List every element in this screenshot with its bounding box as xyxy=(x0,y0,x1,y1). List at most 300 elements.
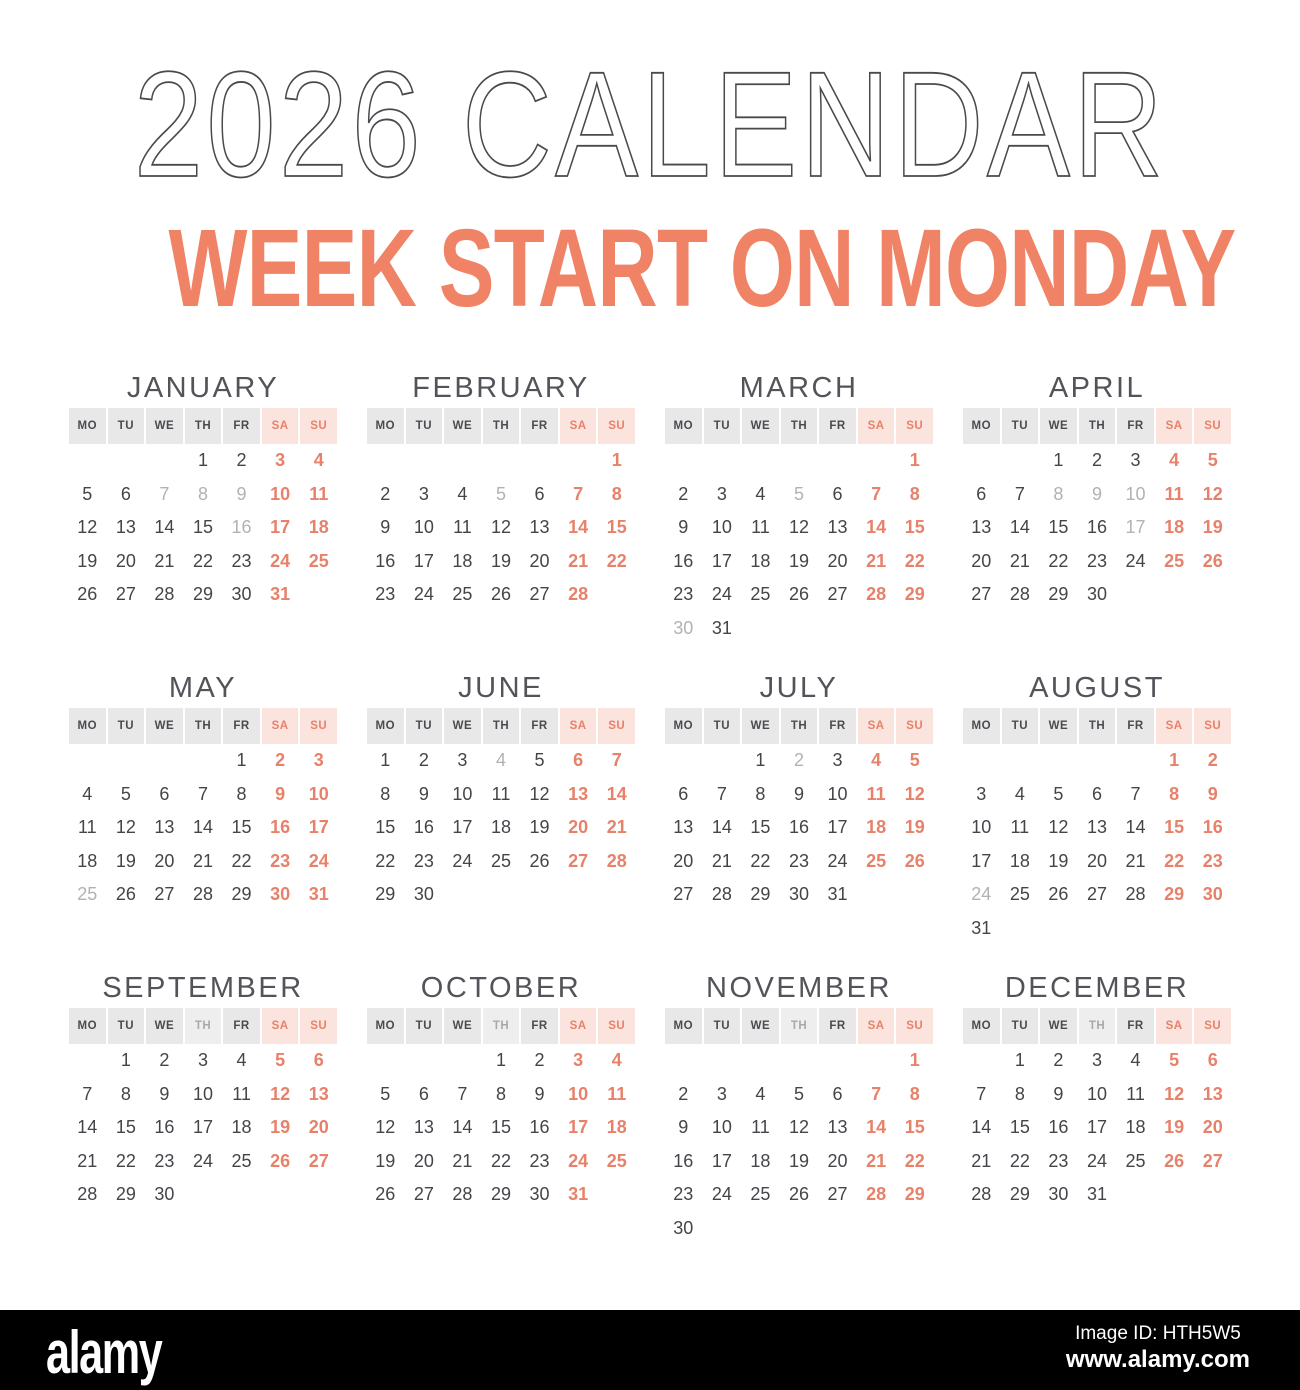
day-header-row xyxy=(69,1008,337,1044)
date-cell: 5 xyxy=(275,1050,286,1071)
date-cell: 19 xyxy=(1048,850,1069,871)
empty-cell xyxy=(858,1212,895,1246)
day-header-th: TH xyxy=(185,408,222,444)
date-cell: 1 xyxy=(1053,450,1064,471)
date-cell: 19 xyxy=(270,1117,291,1138)
date-cell: 18 xyxy=(490,817,511,838)
date-cell: 21 xyxy=(1009,550,1030,571)
date-cell: 7 xyxy=(573,483,584,504)
date-cell: 22 xyxy=(1009,1150,1030,1171)
date-cell: 14 xyxy=(606,783,627,804)
week-row xyxy=(963,444,1231,478)
empty-cell xyxy=(781,1212,818,1246)
day-header-th: TH xyxy=(1079,708,1116,744)
date-cell: 13 xyxy=(115,517,136,538)
date-cell: 12 xyxy=(1048,817,1069,838)
day-header-row xyxy=(367,1008,635,1044)
date-cell: 26 xyxy=(529,850,550,871)
day-header-fr: FR xyxy=(1117,408,1154,444)
date-cell: 14 xyxy=(1125,817,1146,838)
day-header-we: WE xyxy=(146,408,183,444)
date-cell: 20 xyxy=(308,1117,329,1138)
date-cell: 4 xyxy=(457,483,468,504)
empty-cell xyxy=(704,744,741,778)
date-cell: 1 xyxy=(236,750,247,771)
date-cell: 13 xyxy=(568,783,589,804)
date-cell: 22 xyxy=(490,1150,511,1171)
date-cell: 13 xyxy=(529,517,550,538)
date-cell: 17 xyxy=(827,817,848,838)
date-cell: 17 xyxy=(452,817,473,838)
week-row xyxy=(963,811,1231,845)
empty-cell xyxy=(598,1178,635,1212)
date-cell: 24 xyxy=(452,850,473,871)
date-cell: 12 xyxy=(77,517,98,538)
date-cell: 6 xyxy=(313,1050,324,1071)
empty-cell xyxy=(1117,1178,1154,1212)
day-header-fr: FR xyxy=(819,408,856,444)
date-cell: 28 xyxy=(866,1184,887,1205)
month-title-february: FEBRUARY xyxy=(412,372,590,404)
date-cell: 9 xyxy=(1207,783,1218,804)
date-cell: 4 xyxy=(236,1050,247,1071)
month-title-october: OCTOBER xyxy=(420,972,582,1004)
week-row xyxy=(963,1145,1231,1179)
date-cell: 10 xyxy=(971,817,992,838)
date-cell: 15 xyxy=(192,517,213,538)
date-cell: 26 xyxy=(1202,550,1223,571)
week-row xyxy=(665,845,933,879)
month-title-december: DECEMBER xyxy=(1004,972,1190,1004)
month-title-april: APRIL xyxy=(1048,372,1146,404)
date-cell: 25 xyxy=(308,550,329,571)
date-cell: 1 xyxy=(909,450,920,471)
date-cell: 25 xyxy=(866,850,887,871)
day-header-th: TH xyxy=(483,708,520,744)
date-cell: 6 xyxy=(1091,783,1102,804)
day-header-tu: TU xyxy=(108,1008,145,1044)
date-cell: 23 xyxy=(413,850,434,871)
empty-cell xyxy=(598,578,635,612)
date-cell: 22 xyxy=(904,1150,925,1171)
day-header-tu: TU xyxy=(406,708,443,744)
date-cell: 15 xyxy=(606,517,627,538)
date-cell: 14 xyxy=(866,517,887,538)
day-header-we: WE xyxy=(146,1008,183,1044)
calendar-year-title xyxy=(0,40,1300,208)
day-header-th: TH xyxy=(781,708,818,744)
empty-cell xyxy=(781,444,818,478)
empty-cell xyxy=(69,444,106,478)
empty-cell xyxy=(69,1044,106,1078)
day-header-tu: TU xyxy=(108,408,145,444)
week-row xyxy=(69,845,337,879)
week-row xyxy=(963,1078,1231,1112)
date-cell: 31 xyxy=(308,884,329,905)
date-cell: 17 xyxy=(413,550,434,571)
date-cell: 23 xyxy=(231,550,252,571)
day-header-we: WE xyxy=(1040,1008,1077,1044)
day-header-mo: MO xyxy=(963,708,1000,744)
date-cell: 6 xyxy=(1207,1050,1218,1071)
week-row xyxy=(69,545,337,579)
date-cell: 26 xyxy=(788,584,809,605)
date-cell: 10 xyxy=(192,1083,213,1104)
date-cell: 18 xyxy=(231,1117,252,1138)
date-cell: 27 xyxy=(1086,884,1107,905)
week-row xyxy=(963,1044,1231,1078)
date-cell: 1 xyxy=(197,450,208,471)
date-cell: 22 xyxy=(1164,850,1185,871)
date-cell: 2 xyxy=(275,750,286,771)
date-cell: 1 xyxy=(1014,1050,1025,1071)
week-row xyxy=(963,578,1231,612)
date-cell: 19 xyxy=(788,1150,809,1171)
date-cell: 5 xyxy=(909,750,920,771)
day-header-sa: SA xyxy=(1156,1008,1193,1044)
date-cell: 3 xyxy=(275,450,286,471)
date-cell: 17 xyxy=(711,1150,732,1171)
date-cell: 14 xyxy=(711,817,732,838)
date-cell: 26 xyxy=(788,1184,809,1205)
date-cell: 4 xyxy=(871,750,882,771)
month-june xyxy=(367,658,635,958)
date-cell: 28 xyxy=(711,884,732,905)
empty-cell xyxy=(185,1178,222,1212)
date-cell: 23 xyxy=(1202,850,1223,871)
date-cell: 19 xyxy=(1164,1117,1185,1138)
week-row xyxy=(69,1044,337,1078)
date-cell: 29 xyxy=(231,884,252,905)
day-header-tu: TU xyxy=(704,408,741,444)
day-header-th: TH xyxy=(185,708,222,744)
date-cell: 26 xyxy=(1048,884,1069,905)
week-row xyxy=(665,1078,933,1112)
date-cell: 30 xyxy=(1086,584,1107,605)
date-cell: 11 xyxy=(309,483,329,504)
date-cell: 13 xyxy=(1202,1083,1223,1104)
week-row xyxy=(665,478,933,512)
day-header-sa: SA xyxy=(1156,708,1193,744)
date-cell: 24 xyxy=(270,550,291,571)
day-header-we: WE xyxy=(742,1008,779,1044)
day-header-row xyxy=(665,708,933,744)
week-row xyxy=(367,578,635,612)
alamy-url-text: www.alamy.com xyxy=(1065,1345,1250,1373)
date-cell: 10 xyxy=(711,1117,732,1138)
date-cell: 10 xyxy=(568,1083,589,1104)
date-cell: 26 xyxy=(375,1184,396,1205)
date-cell: 23 xyxy=(529,1150,550,1171)
date-cell: 2 xyxy=(1207,750,1218,771)
date-cell: 12 xyxy=(375,1117,396,1138)
date-cell: 3 xyxy=(573,1050,584,1071)
week-row xyxy=(69,511,337,545)
day-header-sa: SA xyxy=(262,408,299,444)
date-cell: 16 xyxy=(1048,1117,1069,1138)
date-cell: 11 xyxy=(77,817,97,838)
date-cell: 1 xyxy=(755,750,766,771)
date-cell: 26 xyxy=(904,850,925,871)
date-cell: 22 xyxy=(192,550,213,571)
date-cell: 22 xyxy=(115,1150,136,1171)
week-start-subtitle xyxy=(0,206,1300,330)
date-cell: 16 xyxy=(673,1150,694,1171)
date-cell: 16 xyxy=(1202,817,1223,838)
date-cell: 24 xyxy=(1125,550,1146,571)
date-cell: 16 xyxy=(529,1117,550,1138)
day-header-su: SU xyxy=(300,708,337,744)
date-cell: 17 xyxy=(971,850,992,871)
date-cell: 9 xyxy=(1091,483,1102,504)
date-cell: 18 xyxy=(77,850,98,871)
empty-cell xyxy=(1117,578,1154,612)
date-cell: 21 xyxy=(1125,850,1146,871)
date-cell: 15 xyxy=(1048,517,1069,538)
day-header-mo: MO xyxy=(69,708,106,744)
date-cell: 23 xyxy=(154,1150,175,1171)
date-cell: 21 xyxy=(866,550,887,571)
empty-cell xyxy=(1002,444,1039,478)
empty-cell xyxy=(1002,912,1039,946)
day-header-we: WE xyxy=(146,708,183,744)
week-row xyxy=(665,811,933,845)
day-header-su: SU xyxy=(598,408,635,444)
date-cell: 2 xyxy=(236,450,247,471)
date-cell: 16 xyxy=(375,550,396,571)
date-cell: 15 xyxy=(375,817,396,838)
date-cell: 28 xyxy=(971,1184,992,1205)
date-cell: 22 xyxy=(231,850,252,871)
week-row xyxy=(963,1178,1231,1212)
empty-cell xyxy=(69,744,106,778)
date-cell: 15 xyxy=(231,817,252,838)
date-cell: 8 xyxy=(611,483,622,504)
date-cell: 11 xyxy=(232,1083,251,1104)
empty-cell xyxy=(742,1212,779,1246)
date-cell: 19 xyxy=(375,1150,396,1171)
week-row xyxy=(367,545,635,579)
date-cell: 20 xyxy=(1086,850,1107,871)
day-header-th: TH xyxy=(483,1008,520,1044)
month-february xyxy=(367,358,635,658)
week-start-subtitle-text: WEEK START ON MONDAY xyxy=(168,206,1236,330)
week-row xyxy=(69,1145,337,1179)
date-cell: 30 xyxy=(231,584,252,605)
week-row xyxy=(665,778,933,812)
alamy-watermark-bar xyxy=(0,1310,1300,1390)
date-cell: 14 xyxy=(568,517,589,538)
date-cell: 24 xyxy=(192,1150,213,1171)
day-header-mo: MO xyxy=(69,408,106,444)
date-cell: 25 xyxy=(231,1150,252,1171)
day-header-mo: MO xyxy=(963,1008,1000,1044)
date-cell: 7 xyxy=(871,483,882,504)
date-cell: 1 xyxy=(611,450,622,471)
date-cell: 17 xyxy=(711,550,732,571)
empty-cell xyxy=(742,612,779,646)
day-header-sa: SA xyxy=(858,708,895,744)
empty-cell xyxy=(896,1212,933,1246)
day-header-su: SU xyxy=(896,408,933,444)
week-row xyxy=(665,612,933,646)
date-cell: 16 xyxy=(1086,517,1107,538)
empty-cell xyxy=(781,1044,818,1078)
date-cell: 8 xyxy=(1169,783,1180,804)
day-header-fr: FR xyxy=(223,408,260,444)
day-header-we: WE xyxy=(444,408,481,444)
day-header-mo: MO xyxy=(665,408,702,444)
day-header-fr: FR xyxy=(521,408,558,444)
day-header-sa: SA xyxy=(560,708,597,744)
empty-cell xyxy=(367,1044,404,1078)
date-cell: 13 xyxy=(1086,817,1107,838)
week-row xyxy=(69,744,337,778)
date-cell: 8 xyxy=(1053,483,1064,504)
empty-cell xyxy=(1194,1178,1231,1212)
date-cell: 9 xyxy=(236,483,247,504)
date-cell: 11 xyxy=(491,783,511,804)
date-cell: 11 xyxy=(751,517,770,538)
date-cell: 7 xyxy=(197,783,208,804)
week-row xyxy=(69,444,337,478)
month-title-september: SEPTEMBER xyxy=(102,972,304,1004)
empty-cell xyxy=(300,1178,337,1212)
day-header-th: TH xyxy=(781,1008,818,1044)
month-title-november: NOVEMBER xyxy=(706,972,892,1004)
date-cell: 17 xyxy=(308,817,329,838)
date-cell: 20 xyxy=(115,550,136,571)
date-cell: 26 xyxy=(1164,1150,1185,1171)
date-cell: 26 xyxy=(270,1150,291,1171)
day-header-row xyxy=(665,1008,933,1044)
date-cell: 20 xyxy=(971,550,992,571)
empty-cell xyxy=(1002,744,1039,778)
empty-cell xyxy=(521,444,558,478)
date-cell: 30 xyxy=(413,884,434,905)
week-row xyxy=(963,511,1231,545)
empty-cell xyxy=(483,444,520,478)
day-header-fr: FR xyxy=(223,708,260,744)
date-cell: 17 xyxy=(192,1117,213,1138)
date-cell: 28 xyxy=(452,1184,473,1205)
day-header-we: WE xyxy=(444,708,481,744)
date-cell: 9 xyxy=(159,1083,170,1104)
date-cell: 15 xyxy=(750,817,771,838)
date-cell: 25 xyxy=(1164,550,1185,571)
day-header-su: SU xyxy=(896,708,933,744)
watermark-text-block xyxy=(1066,1323,1250,1375)
day-header-mo: MO xyxy=(665,1008,702,1044)
date-cell: 4 xyxy=(313,450,324,471)
empty-cell xyxy=(896,612,933,646)
date-cell: 28 xyxy=(568,584,589,605)
date-cell: 14 xyxy=(154,517,175,538)
date-cell: 26 xyxy=(77,584,98,605)
month-august xyxy=(963,658,1231,958)
date-cell: 5 xyxy=(1169,1050,1180,1071)
day-header-mo: MO xyxy=(367,1008,404,1044)
day-header-tu: TU xyxy=(704,1008,741,1044)
date-cell: 18 xyxy=(1009,850,1030,871)
date-cell: 19 xyxy=(904,817,925,838)
week-row xyxy=(69,1178,337,1212)
date-cell: 7 xyxy=(611,750,622,771)
date-cell: 17 xyxy=(1125,517,1146,538)
date-cell: 4 xyxy=(495,750,506,771)
empty-cell xyxy=(742,1044,779,1078)
date-cell: 29 xyxy=(115,1184,136,1205)
week-row xyxy=(665,1145,933,1179)
day-header-tu: TU xyxy=(1002,708,1039,744)
date-cell: 7 xyxy=(1130,783,1141,804)
month-title-july: JULY xyxy=(759,672,839,704)
date-cell: 3 xyxy=(716,1083,727,1104)
day-header-th: TH xyxy=(185,1008,222,1044)
day-header-su: SU xyxy=(1194,1008,1231,1044)
day-header-th: TH xyxy=(483,408,520,444)
date-cell: 1 xyxy=(909,1050,920,1071)
month-may xyxy=(69,658,337,958)
month-november xyxy=(665,958,933,1258)
date-cell: 5 xyxy=(793,1083,804,1104)
week-row xyxy=(665,744,933,778)
date-cell: 31 xyxy=(1086,1184,1107,1205)
date-cell: 7 xyxy=(457,1083,468,1104)
empty-cell xyxy=(819,612,856,646)
date-cell: 4 xyxy=(1014,783,1025,804)
empty-cell xyxy=(896,878,933,912)
date-cell: 30 xyxy=(1202,884,1223,905)
date-cell: 5 xyxy=(380,1083,391,1104)
date-cell: 16 xyxy=(231,517,252,538)
date-cell: 20 xyxy=(673,850,694,871)
date-cell: 28 xyxy=(154,584,175,605)
empty-cell xyxy=(406,1044,443,1078)
day-header-tu: TU xyxy=(1002,408,1039,444)
date-cell: 9 xyxy=(418,783,429,804)
day-header-sa: SA xyxy=(560,1008,597,1044)
date-cell: 5 xyxy=(793,483,804,504)
date-cell: 13 xyxy=(154,817,175,838)
day-header-row xyxy=(367,708,635,744)
date-cell: 11 xyxy=(1126,1083,1145,1104)
day-header-fr: FR xyxy=(819,1008,856,1044)
date-cell: 28 xyxy=(1125,884,1146,905)
date-cell: 14 xyxy=(971,1117,992,1138)
empty-cell xyxy=(858,878,895,912)
day-header-sa: SA xyxy=(1156,408,1193,444)
month-title-june: JUNE xyxy=(458,672,544,704)
date-cell: 19 xyxy=(529,817,550,838)
date-cell: 18 xyxy=(1125,1117,1146,1138)
date-cell: 27 xyxy=(308,1150,329,1171)
day-header-row xyxy=(963,408,1231,444)
date-cell: 6 xyxy=(832,483,843,504)
week-row xyxy=(963,878,1231,912)
week-row xyxy=(69,578,337,612)
date-cell: 8 xyxy=(1014,1083,1025,1104)
day-header-row xyxy=(963,1008,1231,1044)
date-cell: 6 xyxy=(120,483,131,504)
day-header-row xyxy=(69,708,337,744)
date-cell: 3 xyxy=(418,483,429,504)
date-cell: 9 xyxy=(678,1117,689,1138)
date-cell: 2 xyxy=(678,483,689,504)
empty-cell xyxy=(819,444,856,478)
date-cell: 16 xyxy=(673,550,694,571)
date-cell: 8 xyxy=(755,783,766,804)
